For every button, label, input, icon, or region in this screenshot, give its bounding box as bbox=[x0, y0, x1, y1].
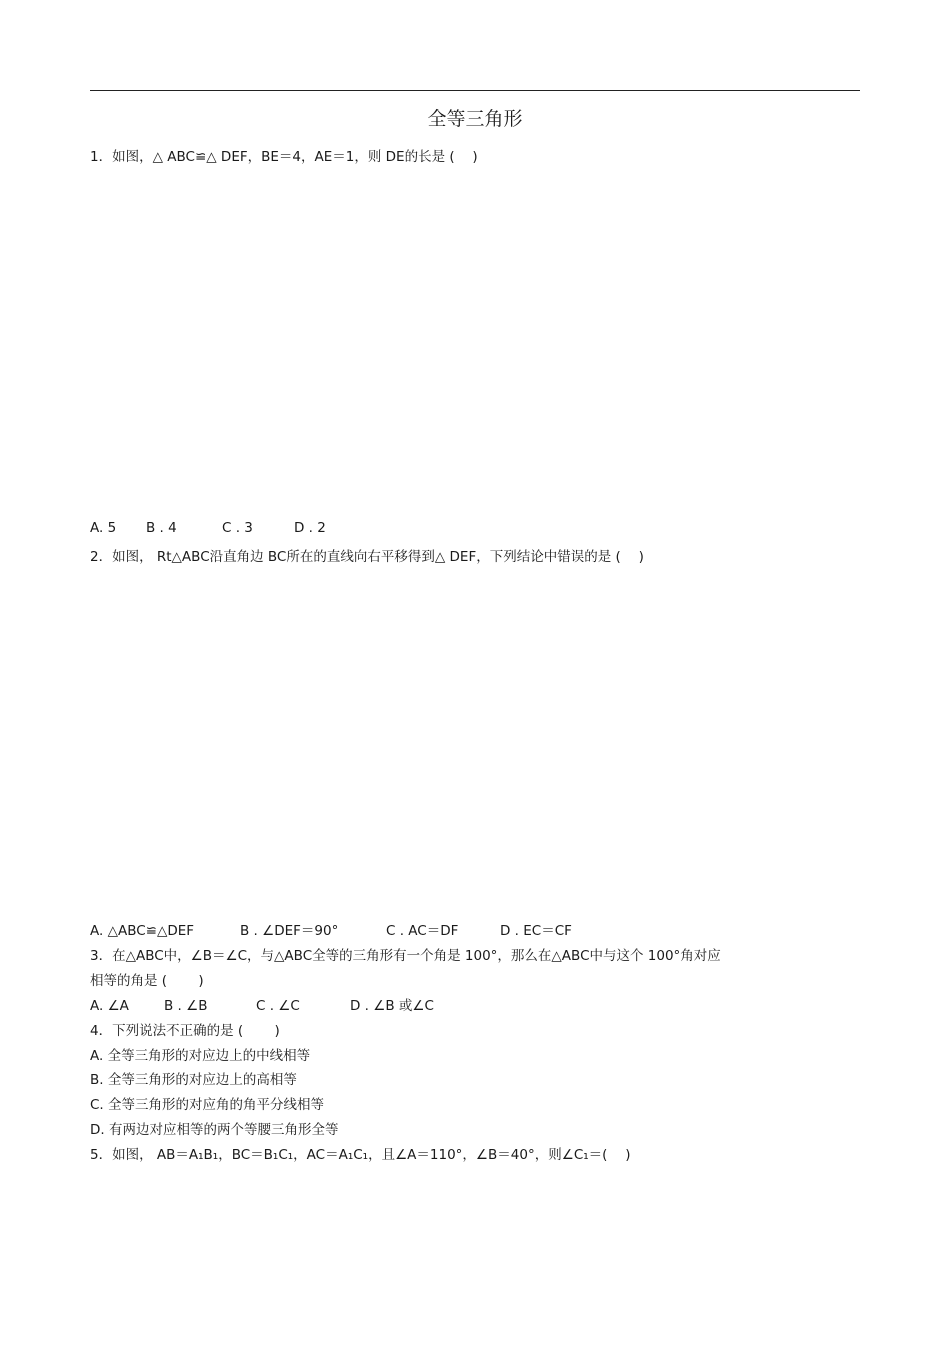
question-2-figure-area bbox=[90, 570, 860, 910]
question-5-stem: 5．如图， AB＝A₁B₁，BC＝B₁C₁，AC＝A₁C₁，且∠A＝110°，∠B＝40°，则∠C₁＝( ) bbox=[90, 1147, 631, 1163]
q3-option-a: A. ∠A bbox=[90, 998, 129, 1014]
q2-option-d: D . EC＝CF bbox=[500, 923, 572, 939]
q1-option-c: C . 3 bbox=[222, 520, 253, 536]
question-3-stem-line-2: 相等的角是 ( ) bbox=[90, 973, 204, 989]
question-4-stem: 4．下列说法不正确的是 ( ) bbox=[90, 1023, 280, 1039]
q4-option-d: D. 有两边对应相等的两个等腰三角形全等 bbox=[90, 1122, 339, 1138]
question-3-options bbox=[90, 994, 434, 1014]
question-1-options bbox=[90, 520, 326, 536]
header-rule bbox=[90, 90, 860, 91]
question-1-figure-area bbox=[90, 170, 860, 510]
q3-option-c: C . ∠C bbox=[256, 998, 300, 1014]
question-5-figure-area bbox=[90, 1168, 860, 1338]
q1-option-a: A. 5 bbox=[90, 520, 117, 536]
question-3-stem-line-1: 3．在△ABC中，∠B＝∠C，与△ABC全等的三角形有一个角是 100°，那么在△ABC中与这个 100°角对应 bbox=[90, 948, 721, 964]
q3-option-d: D . ∠B 或∠C bbox=[350, 998, 434, 1014]
q1-option-d: D . 2 bbox=[294, 520, 326, 536]
question-2-stem: 2．如图， Rt△ABC沿直角边 BC所在的直线向右平移得到△ DEF，下列结论中错误的是 ( ) bbox=[90, 549, 644, 565]
page-title: 全等三角形 bbox=[427, 108, 523, 130]
q2-option-c: C . AC＝DF bbox=[386, 923, 459, 939]
q3-option-b: B . ∠B bbox=[164, 998, 208, 1014]
q2-option-a: A. △ABC≌△DEF bbox=[90, 923, 195, 939]
q2-option-b: B . ∠DEF＝90° bbox=[240, 923, 339, 939]
q4-option-c: C. 全等三角形的对应角的角平分线相等 bbox=[90, 1097, 325, 1113]
q4-option-a: A. 全等三角形的对应边上的中线相等 bbox=[90, 1048, 311, 1064]
q4-option-b: B. 全等三角形的对应边上的高相等 bbox=[90, 1072, 297, 1088]
q1-option-b: B . 4 bbox=[146, 520, 177, 536]
question-2-options bbox=[90, 919, 572, 939]
question-1-stem: 1．如图，△ ABC≌△ DEF，BE＝4，AE＝1，则 DE的长是 ( ) bbox=[90, 149, 478, 165]
